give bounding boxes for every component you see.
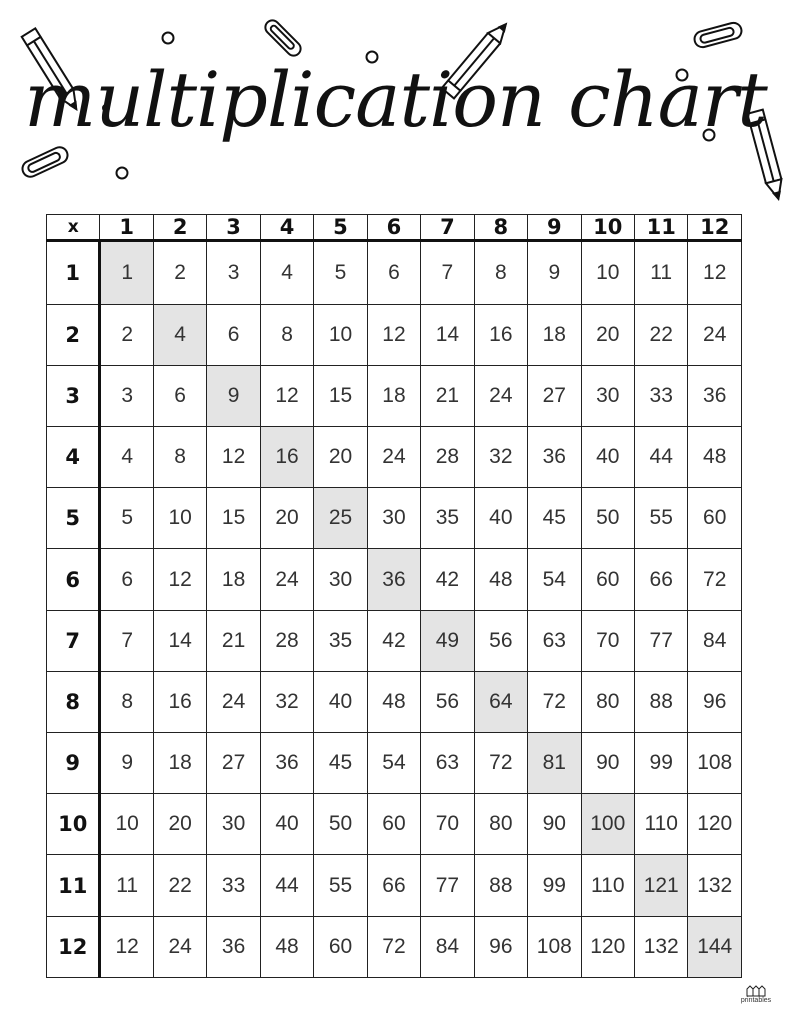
product-cell: 35 (421, 488, 474, 549)
product-cell: 2 (100, 304, 153, 365)
product-cell: 27 (207, 733, 260, 794)
product-cell-square: 25 (314, 488, 367, 549)
table-row (47, 794, 742, 855)
product-cell: 50 (314, 794, 367, 855)
product-cell: 21 (421, 365, 474, 426)
product-cell: 36 (528, 427, 581, 488)
row-header: 2 (47, 304, 100, 365)
product-cell: 44 (634, 427, 687, 488)
brand-logo-icon (745, 985, 767, 997)
product-cell: 77 (634, 610, 687, 671)
product-cell: 10 (100, 794, 153, 855)
product-cell-square: 9 (207, 365, 260, 426)
table-row (47, 733, 742, 794)
product-cell: 42 (421, 549, 474, 610)
product-cell: 32 (474, 427, 527, 488)
paperclip-icon (262, 17, 303, 58)
product-cell: 6 (100, 549, 153, 610)
product-cell: 56 (421, 671, 474, 732)
product-cell: 18 (153, 733, 206, 794)
product-cell: 50 (581, 488, 634, 549)
product-cell: 10 (314, 304, 367, 365)
product-cell: 88 (474, 855, 527, 916)
product-cell: 36 (260, 733, 313, 794)
product-cell: 7 (100, 610, 153, 671)
product-cell: 42 (367, 610, 420, 671)
table-header (47, 215, 742, 241)
product-cell: 16 (474, 304, 527, 365)
brand-name: printables (740, 997, 772, 1004)
header-row (47, 215, 742, 241)
product-cell: 55 (634, 488, 687, 549)
product-cell-square: 1 (100, 241, 153, 305)
product-cell-square: 4 (153, 304, 206, 365)
product-cell: 30 (367, 488, 420, 549)
product-cell-square: 16 (260, 427, 313, 488)
product-cell: 66 (367, 855, 420, 916)
column-header: 5 (314, 215, 367, 241)
product-cell: 48 (367, 671, 420, 732)
product-cell: 24 (688, 304, 742, 365)
product-cell: 4 (260, 241, 313, 305)
product-cell: 36 (688, 365, 742, 426)
row-header: 4 (47, 427, 100, 488)
product-cell: 63 (528, 610, 581, 671)
product-cell: 15 (207, 488, 260, 549)
product-cell: 2 (153, 241, 206, 305)
product-cell: 40 (474, 488, 527, 549)
table-row (47, 610, 742, 671)
product-cell: 88 (634, 671, 687, 732)
row-header: 8 (47, 671, 100, 732)
table-body (47, 241, 742, 978)
product-cell: 60 (314, 916, 367, 977)
product-cell: 8 (100, 671, 153, 732)
product-cell-square: 144 (688, 916, 742, 977)
table-row (47, 855, 742, 916)
page-title: multiplication chart (24, 55, 767, 144)
product-cell: 28 (421, 427, 474, 488)
product-cell: 28 (260, 610, 313, 671)
product-cell: 18 (528, 304, 581, 365)
product-cell: 22 (634, 304, 687, 365)
product-cell: 30 (314, 549, 367, 610)
column-header: 1 (100, 215, 153, 241)
product-cell: 80 (474, 794, 527, 855)
product-cell: 90 (581, 733, 634, 794)
multiplication-table (46, 214, 742, 978)
product-cell-square: 121 (634, 855, 687, 916)
product-cell: 77 (421, 855, 474, 916)
product-cell: 24 (367, 427, 420, 488)
product-cell: 90 (528, 794, 581, 855)
product-cell: 6 (207, 304, 260, 365)
product-cell: 44 (260, 855, 313, 916)
product-cell: 60 (581, 549, 634, 610)
product-cell: 40 (314, 671, 367, 732)
product-cell: 48 (260, 916, 313, 977)
product-cell: 6 (367, 241, 420, 305)
row-header: 3 (47, 365, 100, 426)
paperclip-icon (20, 145, 70, 180)
row-header: 11 (47, 855, 100, 916)
product-cell: 72 (474, 733, 527, 794)
product-cell: 20 (153, 794, 206, 855)
product-cell: 36 (207, 916, 260, 977)
product-cell: 72 (688, 549, 742, 610)
table-row (47, 549, 742, 610)
product-cell: 12 (260, 365, 313, 426)
product-cell: 5 (314, 241, 367, 305)
product-cell: 5 (100, 488, 153, 549)
product-cell: 132 (634, 916, 687, 977)
row-header: 7 (47, 610, 100, 671)
column-header: 11 (634, 215, 687, 241)
product-cell: 120 (688, 794, 742, 855)
product-cell: 12 (207, 427, 260, 488)
table-row (47, 304, 742, 365)
product-cell: 10 (153, 488, 206, 549)
product-cell: 9 (100, 733, 153, 794)
product-cell: 21 (207, 610, 260, 671)
table-row (47, 916, 742, 977)
paperclip-icon (693, 21, 744, 49)
product-cell: 20 (581, 304, 634, 365)
product-cell: 14 (421, 304, 474, 365)
table-row (47, 488, 742, 549)
product-cell: 8 (260, 304, 313, 365)
product-cell: 20 (260, 488, 313, 549)
product-cell: 35 (314, 610, 367, 671)
product-cell: 20 (314, 427, 367, 488)
product-cell: 84 (688, 610, 742, 671)
row-header: 12 (47, 916, 100, 977)
product-cell: 18 (207, 549, 260, 610)
row-header: 9 (47, 733, 100, 794)
product-cell: 4 (100, 427, 153, 488)
column-header: 8 (474, 215, 527, 241)
table-row (47, 427, 742, 488)
product-cell: 40 (581, 427, 634, 488)
column-header: 10 (581, 215, 634, 241)
product-cell: 60 (688, 488, 742, 549)
product-cell: 12 (688, 241, 742, 305)
product-cell: 99 (634, 733, 687, 794)
product-cell: 70 (581, 610, 634, 671)
product-cell: 108 (688, 733, 742, 794)
product-cell-square: 100 (581, 794, 634, 855)
row-header: 1 (47, 241, 100, 305)
product-cell: 48 (688, 427, 742, 488)
product-cell: 15 (314, 365, 367, 426)
product-cell: 8 (153, 427, 206, 488)
product-cell: 9 (528, 241, 581, 305)
product-cell: 63 (421, 733, 474, 794)
product-cell-square: 49 (421, 610, 474, 671)
product-cell: 32 (260, 671, 313, 732)
product-cell: 84 (421, 916, 474, 977)
product-cell: 60 (367, 794, 420, 855)
product-cell-square: 64 (474, 671, 527, 732)
circle-dot-icon (163, 33, 174, 44)
product-cell: 70 (421, 794, 474, 855)
column-header: 3 (207, 215, 260, 241)
product-cell: 99 (528, 855, 581, 916)
column-header: 12 (688, 215, 742, 241)
product-cell: 48 (474, 549, 527, 610)
circle-dot-icon (117, 168, 128, 179)
product-cell: 11 (100, 855, 153, 916)
product-cell: 24 (153, 916, 206, 977)
product-cell: 33 (207, 855, 260, 916)
product-cell: 24 (260, 549, 313, 610)
product-cell: 27 (528, 365, 581, 426)
product-cell: 132 (688, 855, 742, 916)
product-cell: 12 (153, 549, 206, 610)
product-cell: 55 (314, 855, 367, 916)
column-header: 9 (528, 215, 581, 241)
column-header: 6 (367, 215, 420, 241)
product-cell: 96 (688, 671, 742, 732)
product-cell: 30 (581, 365, 634, 426)
product-cell: 72 (528, 671, 581, 732)
product-cell: 24 (207, 671, 260, 732)
product-cell: 7 (421, 241, 474, 305)
product-cell: 16 (153, 671, 206, 732)
product-cell: 8 (474, 241, 527, 305)
product-cell: 120 (581, 916, 634, 977)
product-cell: 30 (207, 794, 260, 855)
product-cell: 66 (634, 549, 687, 610)
product-cell: 110 (581, 855, 634, 916)
table-row (47, 365, 742, 426)
table-row (47, 671, 742, 732)
product-cell: 108 (528, 916, 581, 977)
product-cell: 54 (367, 733, 420, 794)
product-cell: 96 (474, 916, 527, 977)
product-cell: 3 (207, 241, 260, 305)
product-cell: 14 (153, 610, 206, 671)
product-cell: 80 (581, 671, 634, 732)
product-cell: 110 (634, 794, 687, 855)
product-cell: 72 (367, 916, 420, 977)
product-cell: 45 (314, 733, 367, 794)
product-cell: 22 (153, 855, 206, 916)
column-header: 2 (153, 215, 206, 241)
table-row (47, 241, 742, 305)
corner-label: x (47, 215, 100, 241)
product-cell: 6 (153, 365, 206, 426)
product-cell-square: 36 (367, 549, 420, 610)
column-header: 7 (421, 215, 474, 241)
product-cell: 11 (634, 241, 687, 305)
row-header: 5 (47, 488, 100, 549)
product-cell: 24 (474, 365, 527, 426)
row-header: 6 (47, 549, 100, 610)
product-cell: 54 (528, 549, 581, 610)
product-cell: 12 (367, 304, 420, 365)
product-cell: 40 (260, 794, 313, 855)
product-cell: 33 (634, 365, 687, 426)
column-header: 4 (260, 215, 313, 241)
product-cell: 10 (581, 241, 634, 305)
product-cell: 18 (367, 365, 420, 426)
product-cell: 12 (100, 916, 153, 977)
product-cell: 3 (100, 365, 153, 426)
product-cell: 56 (474, 610, 527, 671)
product-cell: 45 (528, 488, 581, 549)
row-header: 10 (47, 794, 100, 855)
product-cell-square: 81 (528, 733, 581, 794)
